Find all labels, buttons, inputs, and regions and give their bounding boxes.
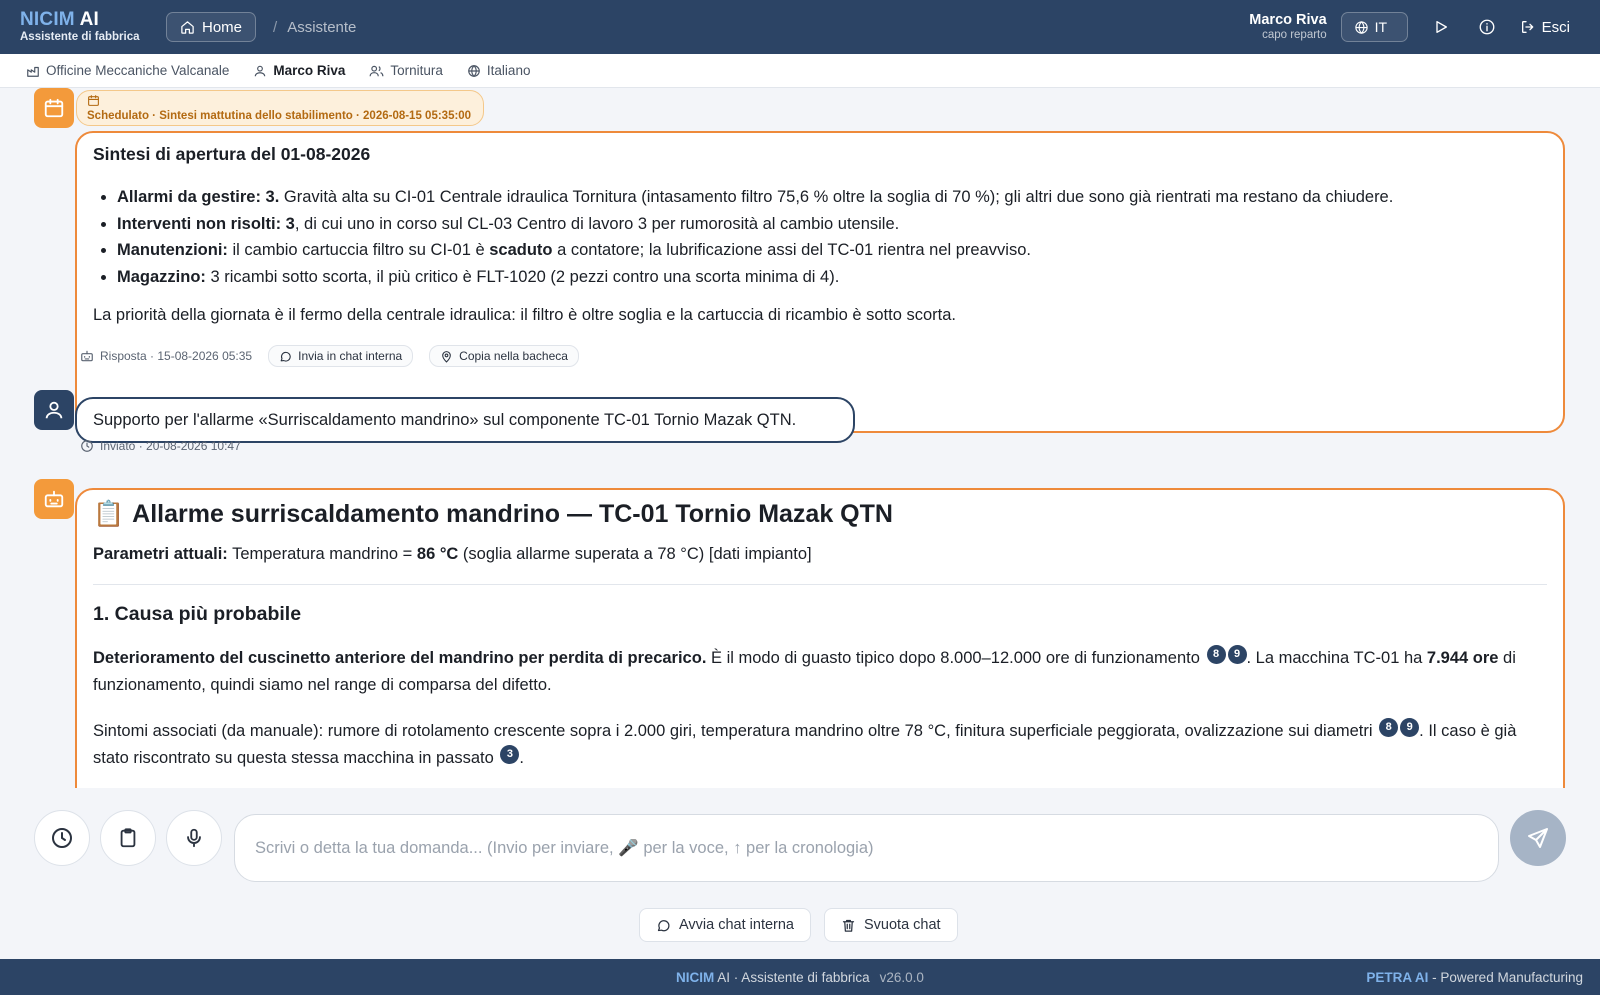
home-label: Home xyxy=(202,18,243,36)
brand-logo[interactable] xyxy=(20,10,160,44)
cause-paragraph: Deterioramento del cuscinetto anteriore del mandrino per perdita di precarico. È il modo di guasto tipico dopo 8.000–12.000 ore di funzionamento 8 9 . La macchina TC-01 ha 7.944 ore di funzionamento, quindi siamo nel range di comparsa del difetto. xyxy=(93,645,1547,699)
summary-closing: La priorità della giornata è il fermo della centrale idraulica: il filtro è oltre soglia e la cartuccia di ricambio è sotto scorta. xyxy=(93,306,956,324)
globe-icon xyxy=(1354,20,1369,35)
clear-chat-button[interactable]: Svuota chat xyxy=(824,908,958,942)
send-button[interactable] xyxy=(1510,810,1566,866)
clock-icon xyxy=(50,826,74,850)
play-icon xyxy=(1433,19,1449,35)
sent-timestamp: Inviato · 20-08-2026 10:47 xyxy=(80,439,241,453)
brand-name: NICIM AI xyxy=(20,9,100,31)
citation-badge[interactable]: 8 xyxy=(1207,645,1226,664)
breadcrumb-current: Assistente xyxy=(287,18,357,36)
play-button[interactable] xyxy=(1428,14,1454,40)
list-item: • Allarmi da gestire: 3. Gravità alta su CI-01 Centrale idraulica Tornitura (intasamento filtro 75,6 % oltre la soglia di 70 %); gli altri due sono già rientrati ma restano da chiudere. xyxy=(117,184,1547,211)
user-info xyxy=(1249,13,1326,42)
info-icon xyxy=(1478,18,1496,36)
factory-icon xyxy=(26,64,40,78)
citation-badge[interactable]: 3 xyxy=(500,745,519,764)
clipboard-icon: 📋 xyxy=(93,500,125,528)
summary-heading: Sintesi di apertura del 01-08-2026 xyxy=(93,144,371,164)
scheduled-meta-row xyxy=(80,345,579,367)
footer xyxy=(0,959,1600,995)
response-timestamp: Risposta · 15-08-2026 05:35 xyxy=(80,349,252,363)
citation-badge[interactable]: 8 xyxy=(1379,718,1398,737)
logout-icon xyxy=(1520,19,1536,35)
user-message-text: Supporto per l'allarme «Surriscaldamento mandrino» sul componente TC-01 Tornio Mazak QTN. xyxy=(93,410,797,429)
clock-icon xyxy=(80,439,94,453)
send-icon xyxy=(1526,826,1550,850)
chat-bubble-icon xyxy=(656,918,671,933)
user-name: Marco Riva xyxy=(1249,11,1327,28)
context-bar xyxy=(0,54,1600,88)
language-button[interactable] xyxy=(1341,12,1408,42)
clipboard-button[interactable] xyxy=(100,810,156,866)
scheduled-label-text: Schedulato · Sintesi mattutina dello stabilimento · 2026-08-15 05:35:00 xyxy=(87,110,472,122)
symptoms-paragraph: Sintomi associati (da manuale): rumore di rotolamento crescente sopra i 2.000 giri, temperatura mandrino oltre 78 °C, finitura superficiale peggiorata, ovalizzazione sui diametri 8 9 . Il caso è già stato riscontrato su questa stessa macchina in passato 3 . xyxy=(93,718,1547,772)
microphone-icon xyxy=(183,827,205,849)
user-meta-row xyxy=(80,439,241,453)
logout-label: Esci xyxy=(1541,18,1570,36)
list-item: • Interventi non risolti: 3, di cui uno in corso sul CL-03 Centro di lavoro 3 per rumorosità al cambio utensile. xyxy=(117,211,1547,238)
clipboard-icon xyxy=(117,827,139,849)
composer xyxy=(0,788,1600,940)
brand-subtitle: Assistente di fabbrica xyxy=(20,31,140,44)
pin-icon xyxy=(440,350,453,363)
scheduled-avatar xyxy=(34,88,74,128)
context-department: Tornitura xyxy=(369,63,443,78)
bot-avatar xyxy=(34,479,74,519)
context-language: Italiano xyxy=(467,63,531,78)
send-internal-chat-button[interactable]: Invia in chat interna xyxy=(268,345,413,367)
globe-icon xyxy=(467,64,481,78)
user-message-bubble xyxy=(75,397,855,443)
history-button[interactable] xyxy=(34,810,90,866)
context-company: Officine Meccaniche Valcanale xyxy=(26,63,229,78)
breadcrumb-separator: / xyxy=(273,18,278,36)
current-parameters: Parametri attuali: Temperatura mandrino = 86 °C (soglia allarme superata a 78 °C) [dati impianto] xyxy=(93,545,812,563)
section-title: 1. Causa più probabile xyxy=(93,603,302,625)
footer-powered-by: PETRA AI - Powered Manufacturing xyxy=(1366,969,1583,985)
summary-list xyxy=(117,184,1547,290)
chat-bubble-icon xyxy=(279,350,292,363)
bot-message-bubble xyxy=(75,488,1565,788)
calendar-icon xyxy=(43,97,65,119)
users-icon xyxy=(369,64,384,78)
copy-to-board-button[interactable]: Copia nella bacheca xyxy=(429,345,579,367)
robot-icon xyxy=(43,488,65,510)
user-role: capo reparto xyxy=(1262,29,1327,41)
citation-badge[interactable]: 9 xyxy=(1228,645,1247,664)
user-avatar xyxy=(34,390,74,430)
citation-badge[interactable]: 9 xyxy=(1400,718,1419,737)
chat-area[interactable] xyxy=(0,88,1600,788)
user-icon xyxy=(253,64,267,78)
scheduled-label xyxy=(76,90,484,126)
footer-brand: NICIM AI · Assistente di fabbrica v26.0.0 xyxy=(676,969,924,985)
calendar-icon xyxy=(87,94,471,107)
user-icon xyxy=(43,399,65,421)
home-button[interactable] xyxy=(166,12,256,42)
microphone-button[interactable] xyxy=(166,810,222,866)
list-item: • Magazzino: 3 ricambi sotto scorta, il più critico è FLT-1020 (2 pezzi contro una scorta minima di 4). xyxy=(117,264,1547,291)
info-button[interactable] xyxy=(1474,14,1500,40)
trash-icon xyxy=(841,918,856,933)
message-input[interactable] xyxy=(235,815,1498,881)
logout-button[interactable] xyxy=(1520,19,1570,36)
alarm-title: 📋 Allarme surriscaldamento mandrino — TC-01 Tornio Mazak QTN xyxy=(93,500,893,528)
language-code: IT xyxy=(1374,19,1388,35)
robot-icon xyxy=(80,349,94,363)
home-icon xyxy=(180,20,195,35)
top-bar xyxy=(0,0,1600,54)
divider xyxy=(93,584,1547,585)
version-label: v26.0.0 xyxy=(879,969,924,985)
start-internal-chat-button[interactable]: Avvia chat interna xyxy=(639,908,811,942)
list-item: • Manutenzioni: il cambio cartuccia filtro su CI-01 è scaduto a contatore; la lubrificazione assi del TC-01 rientra nel preavviso. xyxy=(117,237,1547,264)
context-user: Marco Riva xyxy=(253,63,345,78)
message-input-box[interactable] xyxy=(234,814,1499,882)
scheduled-message-bubble xyxy=(75,131,1565,433)
